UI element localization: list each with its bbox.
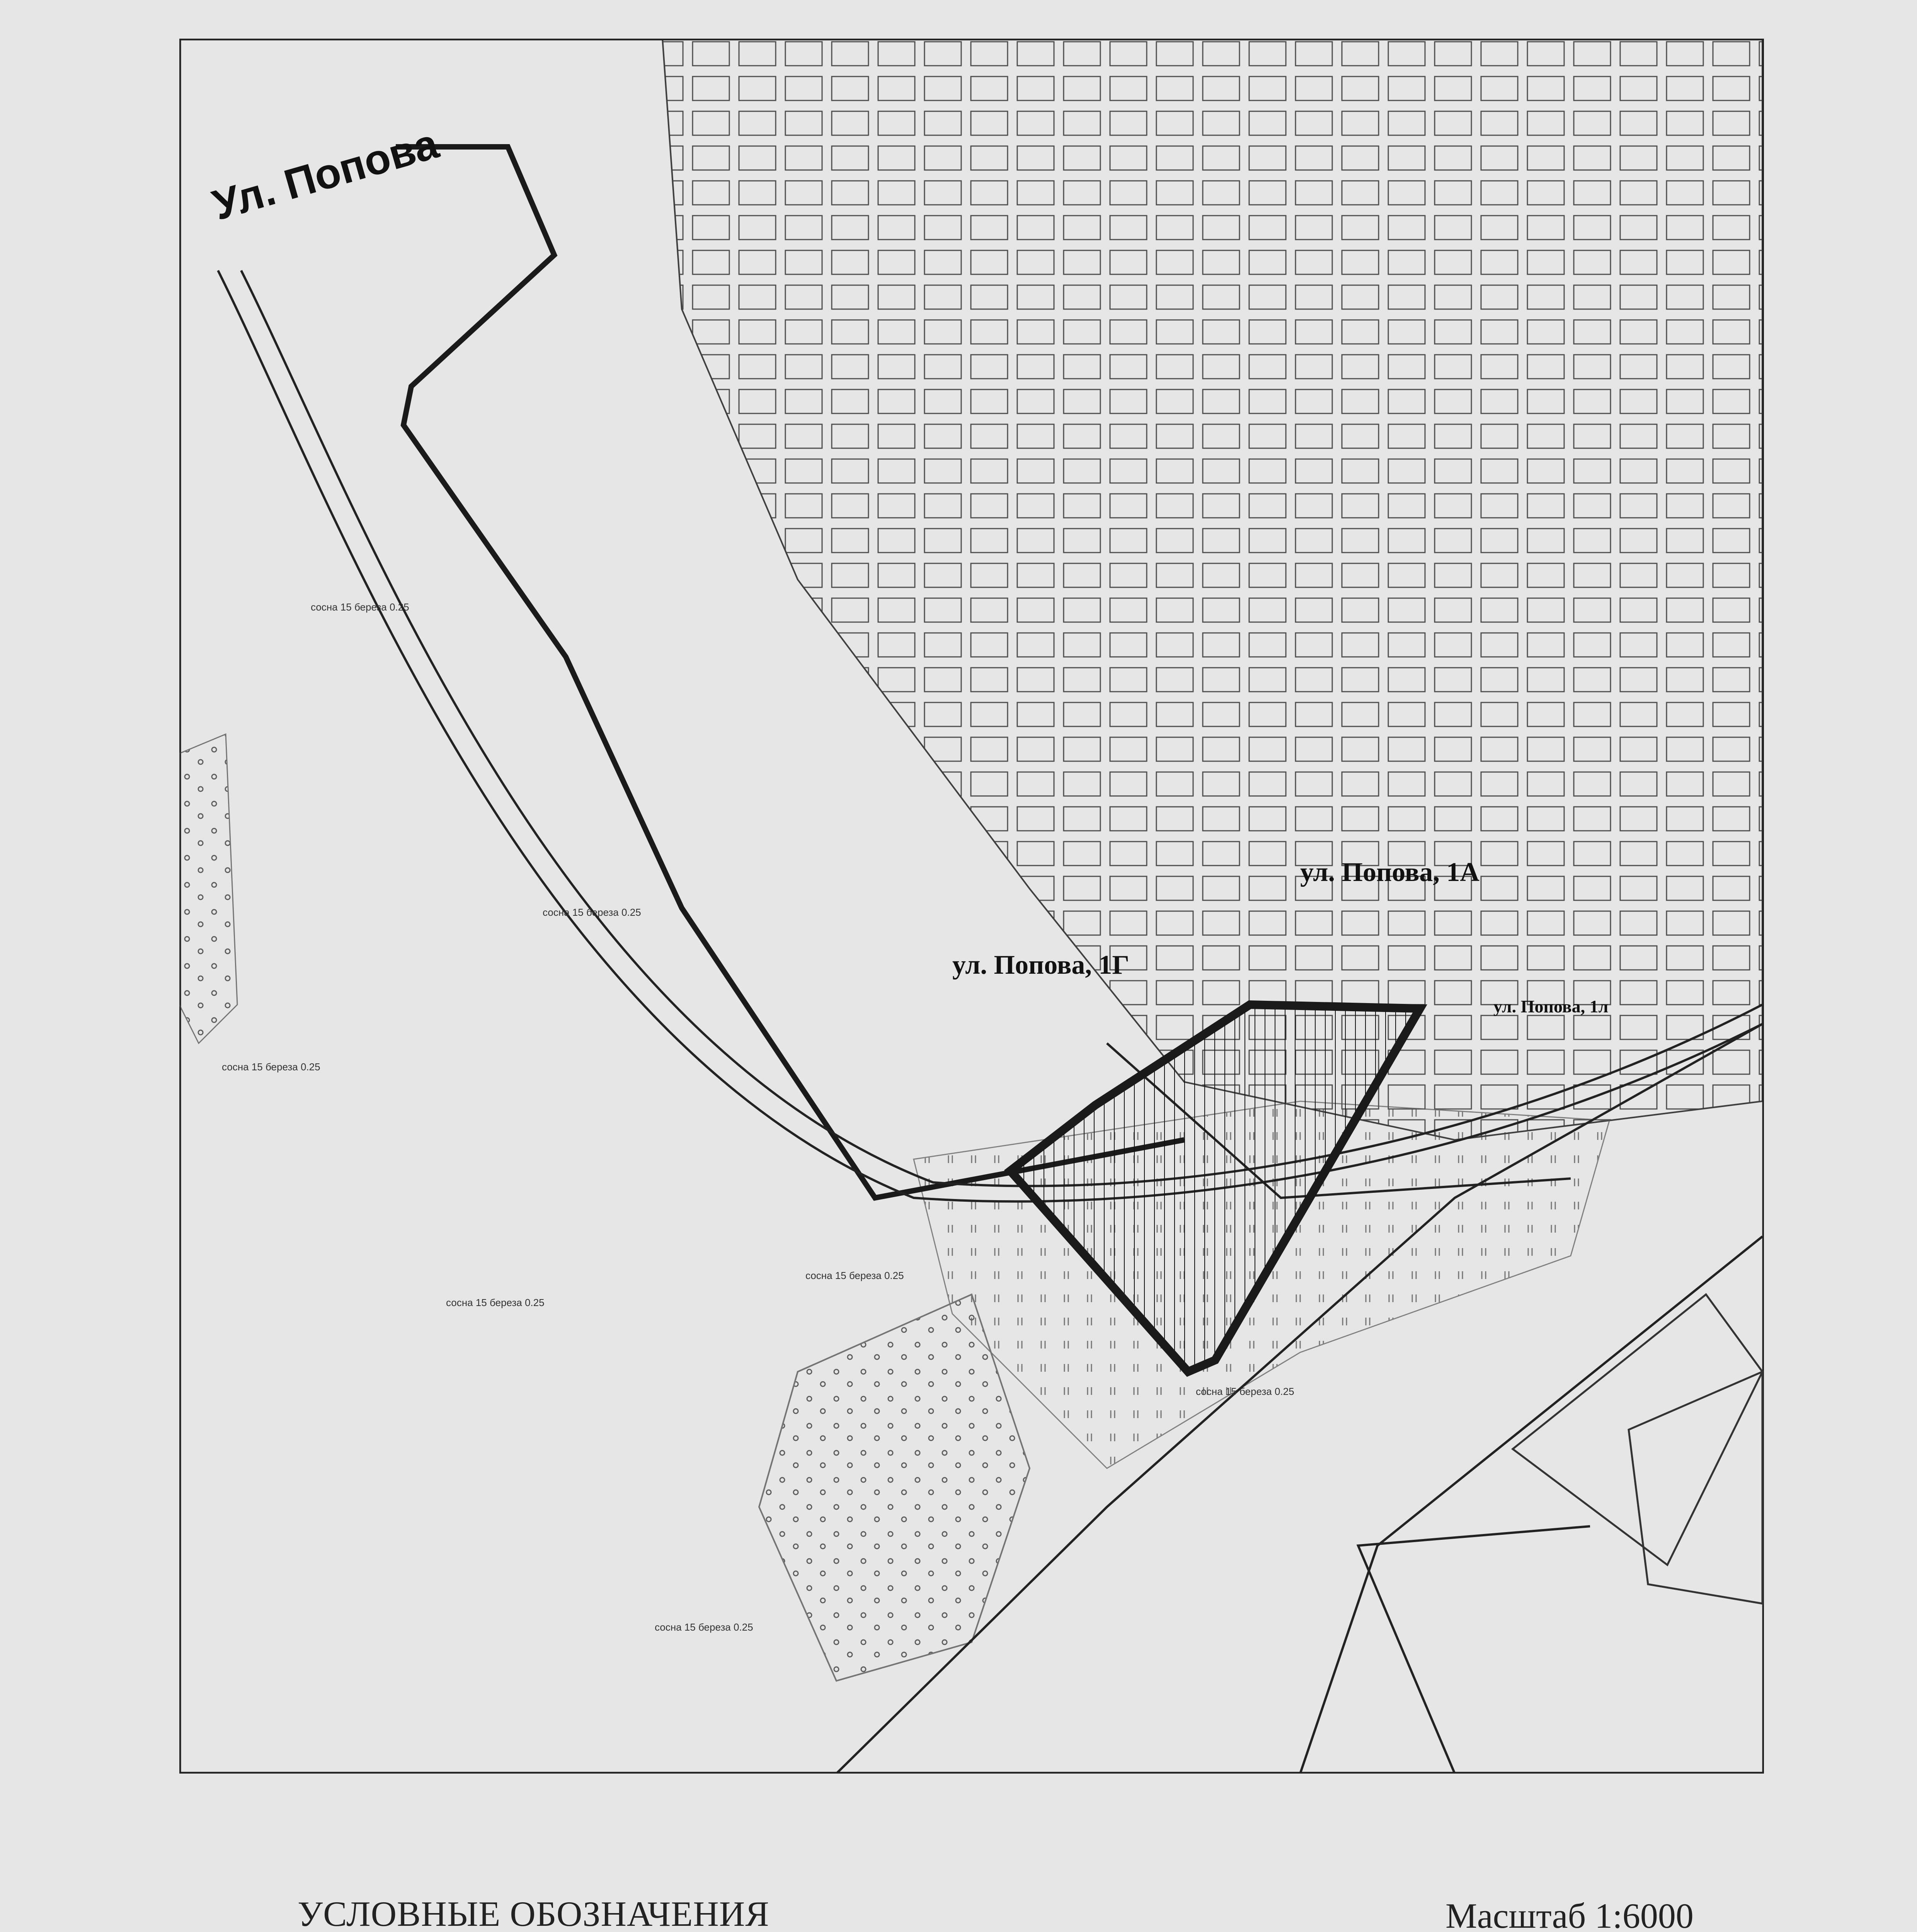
- street-label-popova-1l: ул. Попова, 1л: [1493, 997, 1609, 1016]
- tree-label: сосна 15 береза 0.25: [222, 1061, 320, 1073]
- map-canvas: [179, 39, 1764, 1774]
- legend-title: УСЛОВНЫЕ ОБОЗНАЧЕНИЯ: [298, 1894, 770, 1932]
- tree-label: сосна 15 береза 0.25: [446, 1297, 545, 1308]
- map-scale: Масштаб 1:6000: [1445, 1896, 1694, 1932]
- street-label-popova-1g: ул. Попова, 1Г: [952, 950, 1129, 980]
- street-label-popova-1a: ул. Попова, 1А: [1300, 857, 1479, 887]
- tree-label: сосна 15 береза 0.25: [311, 601, 409, 613]
- tree-label: сосна 15 береза 0.25: [543, 906, 641, 918]
- tree-label: сосна 15 береза 0.25: [1196, 1386, 1294, 1397]
- street-label-popova: Ул. Попова: [207, 119, 444, 230]
- tree-label: сосна 15 береза 0.25: [805, 1270, 904, 1281]
- cadastral-map: [179, 39, 1764, 1774]
- tree-label: сосна 15 береза 0.25: [655, 1621, 753, 1633]
